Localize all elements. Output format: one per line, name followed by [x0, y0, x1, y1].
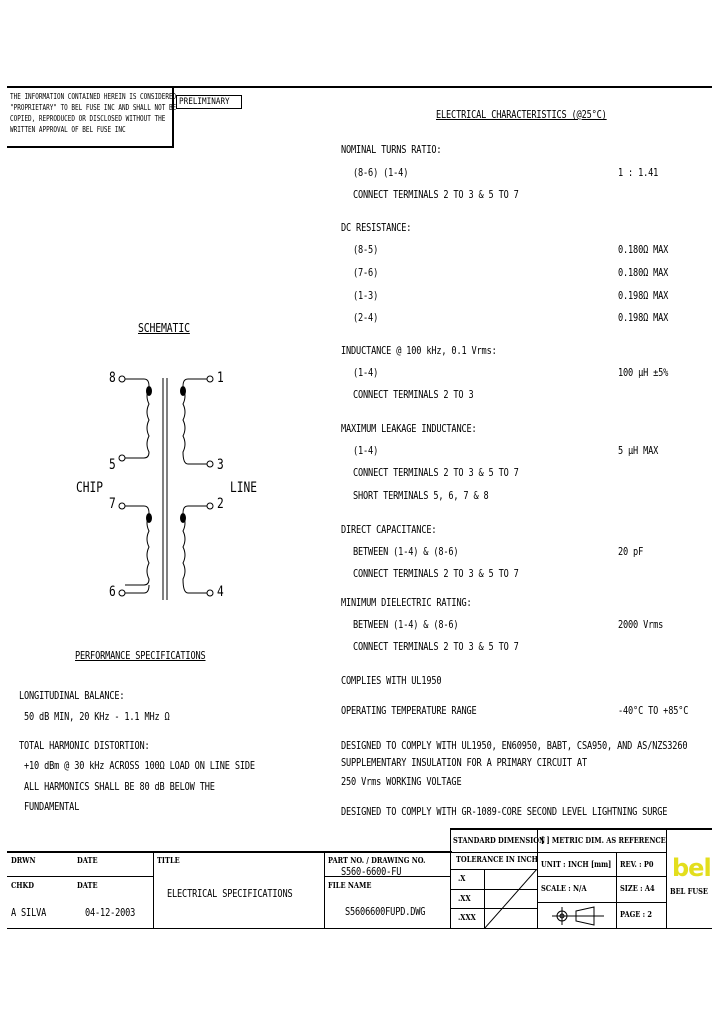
capacitance-heading: DIRECT CAPACITANCE: — [341, 524, 437, 536]
leakage-note: CONNECT TERMINALS 2 TO 3 & 5 TO 7 — [353, 467, 519, 479]
performance-title: PERFORMANCE SPECIFICATIONS — [75, 650, 206, 662]
pin-8-label: 8 — [109, 370, 116, 386]
metric-col — [616, 852, 617, 929]
drwn-label: DRWN — [11, 856, 36, 866]
transformer-schematic — [60, 360, 280, 610]
notice-line: "PROPRIETARY" TO BEL FUSE INC AND SHALL NOT BE — [10, 103, 177, 112]
pin-3-label: 3 — [217, 457, 224, 473]
leakage-note: SHORT TERMINALS 5, 6, 7 & 8 — [353, 490, 489, 502]
schematic-title: SCHEMATIC — [138, 321, 190, 335]
inductance-value: 100 μH ±5% — [618, 367, 669, 379]
inductance-label: (1-4) — [353, 367, 379, 379]
page-label: PAGE : 2 — [620, 910, 653, 920]
turns-ratio-heading: NOMINAL TURNS RATIO: — [341, 144, 442, 156]
size-label: SIZE : A4 — [620, 884, 655, 894]
rev-label: REV. : P0 — [620, 860, 654, 870]
dc-resistance-heading: DC RESISTANCE: — [341, 222, 412, 234]
scale-label: SCALE : N/A — [541, 884, 587, 894]
part-label: PART NO. / DRAWING NO. — [328, 856, 426, 866]
dcr-value: 0.180Ω MAX — [618, 244, 669, 256]
designed-line: SUPPLEMENTARY INSULATION FOR A PRIMARY CIRCUIT AT — [341, 757, 587, 769]
tol-xx: .XX — [458, 894, 471, 904]
pin-5-label: 5 — [109, 457, 116, 473]
line-side-label: LINE — [230, 480, 257, 496]
projection-symbol-icon — [550, 905, 606, 927]
designed-surge: DESIGNED TO COMPLY WITH GR-1089-CORE SECOND LEVEL LIGHTNING SURGE — [341, 806, 668, 818]
thd-line: +10 dBm @ 30 kHz ACROSS 100Ω LOAD ON LINE SIDE — [24, 760, 255, 772]
chkd-label: CHKD — [11, 881, 35, 891]
title-block-top — [450, 828, 712, 830]
metric-right — [666, 828, 667, 929]
tol-divider — [450, 852, 537, 853]
temp-value: -40°C TO +85°C — [618, 705, 689, 717]
thd-line: ALL HARMONICS SHALL BE 80 dB BELOW THE — [24, 781, 215, 793]
part-value: S560-6600-FU — [341, 866, 402, 878]
dcr-label: (1-3) — [353, 290, 379, 302]
thd-line: FUNDAMENTAL — [24, 801, 80, 813]
inductance-note: CONNECT TERMINALS 2 TO 3 — [353, 389, 474, 401]
dielectric-value: 2000 Vrms — [618, 619, 664, 631]
std-dim-label: STANDARD DIMENSION — [453, 836, 546, 846]
pin-6-label: 6 — [109, 584, 116, 600]
leakage-value: 5 μH MAX — [618, 445, 659, 457]
company-name: BEL FUSE — [670, 887, 708, 897]
designed-line: DESIGNED TO COMPLY WITH UL1950, EN60950, BABT, CSA950, AND AS/NZS3260 — [341, 740, 688, 752]
dcr-label: (2-4) — [353, 312, 379, 324]
dcr-label: (7-6) — [353, 267, 379, 279]
pin-1-label: 1 — [217, 370, 224, 386]
date-value: 04-12-2003 — [85, 907, 136, 919]
title-value: ELECTRICAL SPECIFICATIONS — [167, 888, 293, 900]
title-divider — [153, 851, 154, 928]
metric-divider — [537, 852, 666, 853]
proprietary-notice — [7, 87, 177, 148]
complies-text: COMPLIES WITH UL1950 — [341, 675, 442, 687]
title-label: TITLE — [157, 856, 180, 866]
pin-4-label: 4 — [217, 584, 224, 600]
capacitance-label: BETWEEN (1-4) & (8-6) — [353, 546, 459, 558]
turns-ratio-note: CONNECT TERMINALS 2 TO 3 & 5 TO 7 — [353, 189, 519, 201]
thd-heading: TOTAL HARMONIC DISTORTION: — [19, 740, 150, 752]
leakage-label: (1-4) — [353, 445, 379, 457]
designed-line: 250 Vrms WORKING VOLTAGE — [341, 776, 462, 788]
dcr-value: 0.180Ω MAX — [618, 267, 669, 279]
tol-x: .X — [458, 874, 466, 884]
notice-line: THE INFORMATION CONTAINED HEREIN IS CONSIDERED — [10, 92, 177, 101]
file-label: FILE NAME — [328, 881, 372, 891]
pin-7-label: 7 — [109, 496, 116, 512]
part-divider-v — [324, 851, 325, 928]
notice-line: COPIED, REPRODUCED OR DISCLOSED WITHOUT THE — [10, 114, 166, 123]
title-block-right-divider — [450, 828, 451, 929]
bel-logo: bel — [672, 854, 711, 882]
turns-ratio-value: 1 : 1.41 — [618, 167, 659, 179]
unit-label: UNIT : INCH [mm] — [541, 860, 612, 870]
date-label: DATE — [77, 856, 98, 866]
metric-divider — [537, 876, 666, 877]
std-dim-label-2: TOLERANCE IN INCH — [456, 855, 538, 865]
title-block-mid — [7, 851, 452, 853]
chip-side-label: CHIP — [76, 480, 103, 496]
dielectric-note: CONNECT TERMINALS 2 TO 3 & 5 TO 7 — [353, 641, 519, 653]
temp-label: OPERATING TEMPERATURE RANGE — [341, 705, 477, 717]
longitudinal-balance-heading: LONGITUDINAL BALANCE: — [19, 690, 125, 702]
inductance-heading: INDUCTANCE @ 100 kHz, 0.1 Vrms: — [341, 345, 497, 357]
dcr-label: (8-5) — [353, 244, 379, 256]
capacitance-note: CONNECT TERMINALS 2 TO 3 & 5 TO 7 — [353, 568, 519, 580]
preliminary-stamp: PRELIMINARY — [176, 95, 242, 109]
pin-2-label: 2 — [217, 496, 224, 512]
metric-divider — [537, 902, 666, 903]
file-value: S5606600FUPD.DWG — [345, 906, 426, 918]
leakage-heading: MAXIMUM LEAKAGE INDUCTANCE: — [341, 423, 477, 435]
turns-ratio-label: (8-6) (1-4) — [353, 167, 409, 179]
metric-note: [ ] METRIC DIM. AS REFERENCE — [541, 836, 666, 846]
title-block-row-divider — [7, 876, 153, 877]
date2-label: DATE — [77, 881, 98, 891]
title-block-bottom — [7, 928, 712, 929]
chkd-value: A SILVA — [11, 907, 47, 919]
tol-xxx: .XXX — [458, 913, 476, 923]
dcr-value: 0.198Ω MAX — [618, 312, 669, 324]
dielectric-heading: MINIMUM DIELECTRIC RATING: — [341, 597, 472, 609]
longitudinal-balance-value: 50 dB MIN, 20 KHz - 1.1 MHz Ω — [24, 711, 170, 723]
capacitance-value: 20 pF — [618, 546, 644, 558]
dcr-value: 0.198Ω MAX — [618, 290, 669, 302]
dielectric-label: BETWEEN (1-4) & (8-6) — [353, 619, 459, 631]
electrical-title: ELECTRICAL CHARACTERISTICS (@25°C) — [436, 109, 607, 121]
notice-line: WRITTEN APPROVAL OF BEL FUSE INC — [10, 125, 126, 134]
tolerance-slash-icon — [484, 869, 537, 929]
